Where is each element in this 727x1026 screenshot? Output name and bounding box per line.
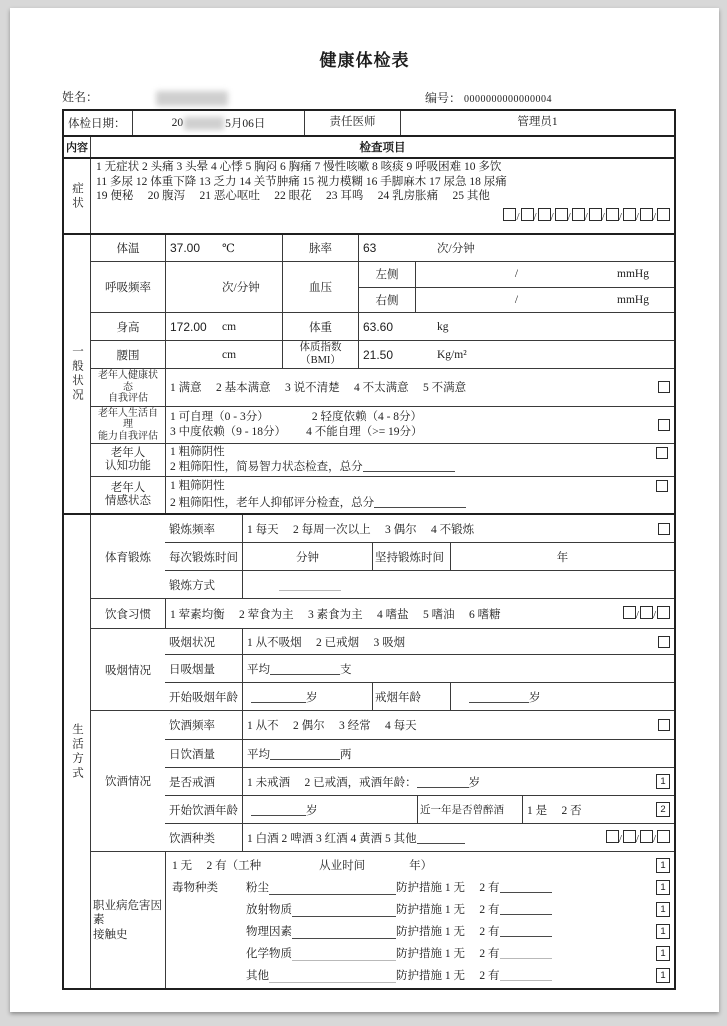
smoking-age-row [165,682,674,710]
drunk-options: 1 是 2 否 [527,804,582,817]
toxin-name: 放射物质 [246,904,292,917]
exercise-mode-row [165,570,674,598]
exercise-persist-value[interactable]: 年 [450,543,674,570]
temperature-pulse-row [91,235,674,261]
temperature-unit: ℃ [222,243,235,255]
drinking-label: 饮酒情况 [105,776,151,789]
pulse-label: 脉率 [282,235,358,261]
symptom-options-line2: 11 多尿 12 体重下降 13 乏力 14 关节肿痛 15 视力模糊 16 手脚麻木 17 尿急 18 尿痛 [96,175,507,188]
toxin-dust-field[interactable] [269,883,396,895]
drinking-quit-options: 1 未戒酒 2 已戒酒，戒酒年龄： [247,776,417,789]
drunk-options-cell [522,796,674,823]
elderly-health-row [91,368,674,406]
drinking-quit-value-box[interactable]: 1 [656,774,670,789]
toxin-radiation-field[interactable] [292,905,396,917]
weight-value-cell[interactable] [358,313,674,340]
respiration-value-cell[interactable] [165,262,282,312]
exercise-block [91,515,674,598]
bp-cell [358,262,674,312]
drinking-block [91,710,674,851]
drinking-quit-label: 是否戒酒 [169,776,215,789]
exercise-label: 体育锻炼 [105,551,151,564]
symptoms-group-label: 症状 [71,181,83,211]
diet-options: 1 荤素均衡 2 荤食为主 3 素食为主 4 嗜盐 5 嗜油 6 嗜糖 [170,608,501,621]
form-page [10,8,719,1012]
content-header: 内容 [66,142,88,154]
checkbox[interactable] [521,208,534,221]
bp-right-value[interactable]: / mmHg [514,293,649,306]
exercise-duration-value[interactable]: 分钟 [242,543,372,570]
occupational-label: 职业病危害因素 接触史 [93,899,162,941]
diet-options-cell [165,599,674,628]
health-exam-table [62,109,676,990]
bmi-value-cell[interactable] [358,341,674,368]
temperature-value: 37.00 [170,241,201,255]
smoking-status-label: 吸烟状况 [169,636,215,649]
toxin-kind-label: 毒物种类 [172,882,218,895]
checkbox[interactable] [640,208,653,221]
exercise-freq-checkbox[interactable] [658,523,670,535]
exercise-persist-label: 坚持锻炼时间 [372,543,450,570]
exam-date-row [64,111,674,135]
smoking-daily-label: 日吸烟量 [169,663,215,676]
smoking-quit-cell: 岁 [450,683,674,710]
drinking-start-row [165,795,674,823]
bp-right-unit: mmHg [617,293,649,306]
toxin-name: 物理因素 [246,926,292,939]
drunk-label: 近一年是否曾醉酒 [417,796,522,823]
bp-left-unit: mmHg [617,268,649,281]
table-header-row [64,135,674,157]
weight-value: 63.60 [363,319,394,334]
checkbox[interactable] [640,606,653,619]
height-value-cell[interactable] [165,313,282,340]
smoking-start-field[interactable] [251,691,306,703]
symptoms-content [90,159,674,233]
waist-unit: cm [222,348,237,361]
bmi-label: 体质指数 （BMI） [282,341,358,368]
drinking-quit-age-field[interactable] [417,776,469,788]
drinking-freq-label: 饮酒频率 [169,720,215,733]
exercise-freq-options: 1 每天 2 每周一次以上 3 偶尔 4 不锻炼 [247,523,475,536]
drinking-freq-options-cell [242,711,674,739]
elderly-health-checkbox[interactable] [658,381,670,393]
drinking-freq-options: 1 从不 2 偶尔 3 经常 4 每天 [247,720,417,733]
elderly-selfcare-options-line2: 3 中度依赖（9 - 18分） 4 不能自理（>= 19分） [170,425,423,438]
elderly-selfcare-options-cell [165,407,674,444]
drunk-value-box[interactable]: 2 [656,802,670,817]
drinking-kind-cell [242,824,674,851]
bp-right-label: 右侧 [359,288,416,313]
exercise-duration-label: 每次锻炼时间 [169,551,238,564]
height-unit: cm [222,320,237,333]
pulse-value-cell[interactable] [358,235,674,261]
smoking-start-cell: 岁 [242,683,372,710]
elderly-cognition-line1: 1 粗筛阴性 [170,446,225,458]
protect-label: 防护措施 1 无 2 有 [396,948,500,961]
checkbox[interactable] [623,830,636,843]
protect-other-field[interactable] [500,969,552,981]
protect-radiation-field[interactable] [500,903,552,915]
elderly-selfcare-row [91,406,674,444]
toxin-other-value-box[interactable]: 1 [656,968,670,983]
bp-right-row [359,287,674,313]
protect-label: 防护措施 1 无 2 有 [396,882,500,895]
checkbox[interactable] [657,606,670,619]
checkbox[interactable] [606,208,619,221]
weight-label: 体重 [282,313,358,340]
elderly-selfcare-checkbox[interactable] [658,419,670,431]
exercise-mode-label: 锻炼方式 [169,579,215,592]
occupational-head-line: 1 无 2 有（工种 从业时间 年） 1 [166,854,674,876]
exercise-freq-row [165,515,674,542]
symptoms-section [64,157,674,233]
smoking-start-label: 开始吸烟年龄 [169,691,238,704]
checkbox[interactable] [623,606,636,619]
diet-checkboxes: / / [623,606,670,621]
waist-label: 腰围 [116,349,140,362]
smoking-status-options-cell [242,629,674,654]
elderly-health-options: 1 满意 2 基本满意 3 说不清楚 4 不太满意 5 不满意 [170,382,467,395]
temperature-label: 体温 [116,243,140,255]
emotion-score-field[interactable] [374,496,466,508]
elderly-selfcare-options-line1: 1 可自理（0 - 3分） 2 轻度依赖（4 - 8分） [170,411,423,424]
exam-date-value: 20 5月06日 [132,111,304,135]
drinking-daily-label: 日饮酒量 [169,748,215,761]
toxin-line-radiation [166,898,674,920]
bp-label: 血压 [282,262,358,312]
symptom-options-line1: 1 无症状 2 头痛 3 头晕 4 心悸 5 胸闷 6 胸痛 7 慢性咳嗽 8 咳痰 9 呼吸困难 10 多饮 [96,161,502,173]
smoking-quit-label: 戒烟年龄 [372,683,450,710]
checkbox[interactable] [623,208,636,221]
elderly-emotion-row [91,476,674,514]
date-redacted [184,117,224,130]
bp-left-row [359,262,674,287]
doctor-label: 责任医师 [304,111,400,135]
smoking-status-checkbox[interactable] [658,636,670,648]
elderly-emotion-line1: 1 粗筛阴性 [170,479,225,492]
diet-row [91,598,674,628]
elderly-cognition-cell [165,444,674,476]
code-block [425,89,552,106]
symptom-options-line3: 19 便秘 20 腹泻 21 恶心呕吐 22 眼花 23 耳鸣 24 乳房胀痛 25 其他 [96,190,490,203]
code-label: 编号： [425,91,462,105]
height-label: 身高 [116,321,140,334]
protect-physical-field[interactable] [500,925,552,937]
checkbox[interactable] [572,208,585,221]
elderly-emotion-cell [165,477,674,514]
drinking-start-label: 开始饮酒年龄 [169,804,238,817]
checkbox[interactable] [606,830,619,843]
smoking-status-row [165,629,674,654]
doctor-name: 管理员1 [400,111,674,135]
smoking-daily-row [165,654,674,682]
elderly-health-label: 老年人健康状态 自我评估 [98,370,158,404]
toxin-line-other [166,964,674,986]
exercise-freq-label: 锻炼频率 [169,523,215,536]
waist-bmi-row [91,340,674,368]
occupational-block [91,851,674,988]
checkbox[interactable] [555,208,568,221]
symptom-checkboxes: / / / / / / / / / [91,204,674,225]
protect-label: 防护措施 1 无 2 有 [396,970,500,983]
exam-date-label: 体检日期： [68,118,126,130]
toxin-radiation-value-box[interactable]: 1 [656,902,670,917]
drinking-daily-field[interactable] [270,748,340,760]
smoking-daily-cell: 平均 支 [242,655,674,682]
drinking-start-field[interactable] [251,804,306,816]
toxin-physical-field[interactable] [292,927,396,939]
drinking-freq-row [165,711,674,739]
elderly-cognition-label: 老年人 认知功能 [105,446,151,472]
code-value: 0000000000000004 [464,94,553,105]
drinking-daily-cell: 平均 两 [242,740,674,767]
toxin-other-field[interactable] [269,971,396,983]
toxin-line-chemical [166,942,674,964]
protect-label: 防护措施 1 无 2 有 [396,904,500,917]
drinking-kind-row [165,823,674,851]
drinking-kind-checkboxes: / / / [606,830,670,845]
weight-unit: kg [437,320,449,333]
elderly-cognition-checkbox[interactable] [656,447,668,459]
drinking-start-cell: 岁 [242,796,417,823]
drinking-quit-cell: 1 未戒酒 2 已戒酒，戒酒年龄： 岁 1 [242,768,674,795]
protect-dust-field[interactable] [500,881,552,893]
elderly-emotion-checkbox[interactable] [656,480,668,492]
elderly-cognition-row [91,443,674,476]
checkbox[interactable] [640,830,653,843]
bmi-unit: Kg/m² [437,348,467,361]
drinking-quit-row [165,767,674,795]
elderly-emotion-line2: 2 粗筛阳性，老年人抑郁评分检查，总分 [170,495,670,512]
toxin-chemical-value-box[interactable]: 1 [656,946,670,961]
exercise-mode-value[interactable] [242,571,674,598]
pulse-value: 63 [363,241,377,255]
elderly-cognition-line2: 2 粗筛阳性，简易智力状态检查，总分 [170,460,670,475]
toxin-name: 粉尘 [246,882,269,895]
occupational-head-value-box[interactable]: 1 [656,858,670,873]
drinking-kind-label: 饮酒种类 [169,832,215,845]
drinking-kind-options: 1 白酒 2 啤酒 3 红酒 4 黄酒 5 其他 [247,832,417,845]
items-header: 检查项目 [90,137,674,157]
temperature-value-cell[interactable] [165,235,282,261]
smoking-daily-field[interactable] [270,663,340,675]
toxin-name: 化学物质 [246,948,292,961]
checkbox[interactable] [589,208,602,221]
waist-value-cell[interactable] [165,341,282,368]
bmi-value: 21.50 [363,347,394,362]
smoking-status-options: 1 从不吸烟 2 已戒烟 3 吸烟 [247,636,406,649]
name-value-redacted [156,91,228,106]
general-group-label: 一般状况 [71,345,83,404]
drinking-daily-row [165,739,674,767]
exercise-mode-field[interactable] [279,579,341,591]
general-status-section [64,233,674,513]
elderly-health-options-cell [165,369,674,406]
checkbox[interactable] [657,830,670,843]
smoking-quit-field[interactable] [469,691,529,703]
checkbox[interactable] [538,208,551,221]
protect-chemical-field[interactable] [500,947,552,959]
checkbox[interactable] [657,208,670,221]
height-weight-row [91,312,674,340]
smoking-block [91,628,674,710]
lifestyle-section [64,513,674,988]
height-value: 172.00 [170,319,207,334]
exercise-freq-options-cell [242,515,674,542]
drinking-freq-checkbox[interactable] [658,719,670,731]
respiration-bp-row [91,261,674,312]
bp-left-value[interactable]: / mmHg [514,268,649,281]
checkbox[interactable] [503,208,516,221]
elderly-selfcare-label: 老年人生活自理 能力自我评估 [98,407,158,442]
toxin-physical-value-box[interactable]: 1 [656,924,670,939]
toxin-line-dust [166,876,674,898]
respiration-unit: 次/分钟 [222,282,260,294]
bp-left-label: 左侧 [359,262,416,287]
cognition-score-field[interactable] [363,460,455,472]
drinking-kind-other-field[interactable] [417,832,465,844]
pulse-unit: 次/分钟 [437,243,475,255]
lifestyle-group-label: 生活方式 [71,722,83,781]
respiration-label: 呼吸频率 [105,282,151,294]
protect-label: 防护措施 1 无 2 有 [396,926,500,939]
toxin-line-physical [166,920,674,942]
name-code-row [62,88,676,108]
exercise-duration-row [165,542,674,570]
toxin-dust-value-box[interactable]: 1 [656,880,670,895]
toxin-name: 其他 [246,970,269,983]
toxin-chemical-field[interactable] [292,949,396,961]
name-label: 姓名： [62,90,99,104]
elderly-emotion-label: 老年人 情感状态 [105,481,151,508]
diet-label: 饮食习惯 [105,608,151,621]
occupational-content [165,852,674,988]
smoking-label: 吸烟情况 [105,664,151,677]
form-title: 健康体检表 [319,51,410,70]
